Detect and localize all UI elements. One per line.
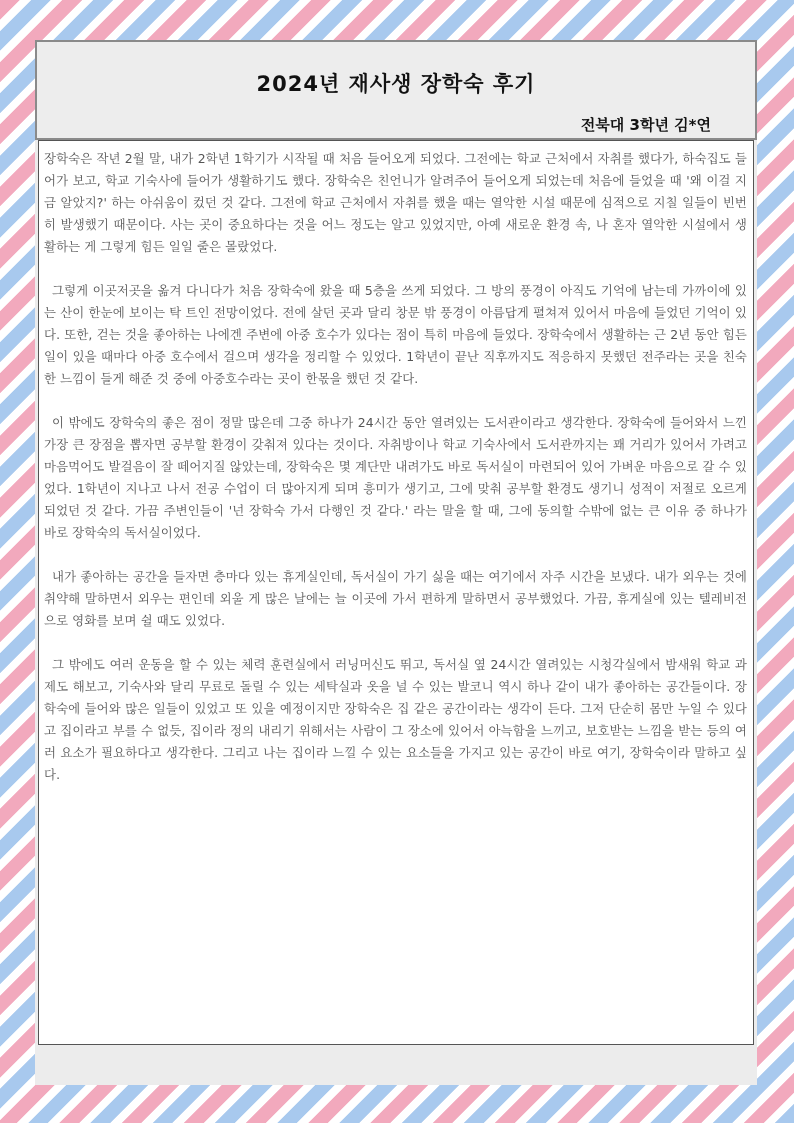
paragraph-3: 이 밖에도 장학숙의 좋은 점이 정말 많은데 그중 하나가 24시간 동안 열려있는 도서관이라고 생각한다. 장학숙에 들어와서 느낀 가장 큰 장점을 뽑자면 공부할 환경이 갖춰져 있다는 것이다. 자취방이나 학교 기숙사에서 도서관까지는 꽤 거리가 있어서 가려고 마음먹어도 발걸음이 잘 떼어지질 않았는데, 장학숙은 몇 계단만 내려가도 바로 독서실이 마련되어 있어 가벼운 마음으로 갈 수 있었다. 1학년이 지나고 나서 전공 수업이 더 많아지게 되며 흥미가 생기고, 그에 맞춰 공부할 환경도 생기니 성적이 저절로 오르게 되었던 것 같다. 가끔 주변인들이 '넌 장학숙 가서 다행인 것 같다.' 라는 말을 할 때, 그에 동의할 수밖에 없는 큰 이유 중 하나가 바로 장학숙의 독서실이었다. [44, 415, 747, 540]
letter-frame [35, 40, 757, 1085]
author-line: 전북대 3학년 김*연 [580, 116, 711, 134]
page-title: 2024년 재사생 장학숙 후기 [256, 72, 536, 96]
paragraph-5: 그 밖에도 여러 운동을 할 수 있는 체력 훈련실에서 러닝머신도 뛰고, 독서실 옆 24시간 열려있는 시청각실에서 밤새워 학교 과제도 해보고, 기숙사와 달리 무료로 돌릴 수 있는 세탁실과 옷을 널 수 있는 발코니 역시 하나 같이 내가 좋아하는 공간들이다. 장학숙에 들어와 많은 일들이 있었고 또 있을 예정이지만 장학숙은 집 같은 공간이라는 생각이 든다. 그저 단순히 몸만 누일 수 있다고 집이라고 부를 수 없듯, 집이라 정의 내리기 위해서는 사람이 그 장소에 있어서 아늑함을 느끼고, 보호받는 느낌을 받는 등의 여러 요소가 필요하다고 생각한다. 그리고 나는 집이라 느낄 수 있는 요소들을 가지고 있는 공간이 바로 여기, 장학숙이라 말하고 싶다. [44, 657, 747, 782]
paragraph-4: 내가 좋아하는 공간을 들자면 층마다 있는 휴게실인데, 독서실이 가기 싫을 때는 여기에서 자주 시간을 보냈다. 내가 외우는 것에 취약해 말하면서 외우는 편인데 외울 게 많은 날에는 늘 이곳에 가서 편하게 말하면서 공부했었다. 가끔, 휴게실에 있는 텔레비전으로 영화를 보며 쉴 때도 있었다. [44, 569, 747, 628]
paragraph-1: 장학숙은 작년 2월 말, 내가 2학년 1학기가 시작될 때 처음 들어오게 되었다. 그전에는 학교 근처에서 자취를 했다가, 하숙집도 들어가 보고, 학교 기숙사에 들어가 생활하기도 했다. 장학숙은 친언니가 알려주어 들어오게 되었는데 처음에 들었을 때 '왜 이걸 지금 알았지?' 하는 아쉬움이 컸던 것 같다. 그전에 학교 근처에서 자취를 했을 때는 열악한 시설 때문에 심적으로 지칠 일들이 빈번히 발생했기 때문이다. 사는 곳이 중요하다는 것을 어느 정도는 알고 있었지만, 아예 새로운 환경 속, 나 혼자 열악한 시설에서 생활하는 게 그렇게 힘든 일일 줄은 몰랐었다. [44, 151, 747, 254]
paragraph-2: 그렇게 이곳저곳을 옮겨 다니다가 처음 장학숙에 왔을 때 5층을 쓰게 되었다. 그 방의 풍경이 아직도 기억에 남는데 가까이에 있는 산이 한눈에 보이는 탁 트인 전망이었다. 전에 살던 곳과 달리 창문 밖 풍경이 아름답게 펼쳐져 있어서 마음에 들었던 기억이 있다. 또한, 걷는 것을 좋아하는 나에겐 주변에 아중 호수가 있다는 점이 특히 마음에 들었다. 장학숙에서 생활하는 근 2년 동안 힘든 일이 있을 때마다 아중 호수에서 걸으며 생각을 정리할 수 있었다. 1학년이 끝난 직후까지도 적응하지 못했던 전주라는 곳을 친숙한 느낌이 들게 해준 것 중에 아중호수라는 곳이 한몫을 했던 것 같다. [44, 283, 747, 386]
letter-header [35, 40, 757, 140]
letter-body [38, 140, 754, 1045]
